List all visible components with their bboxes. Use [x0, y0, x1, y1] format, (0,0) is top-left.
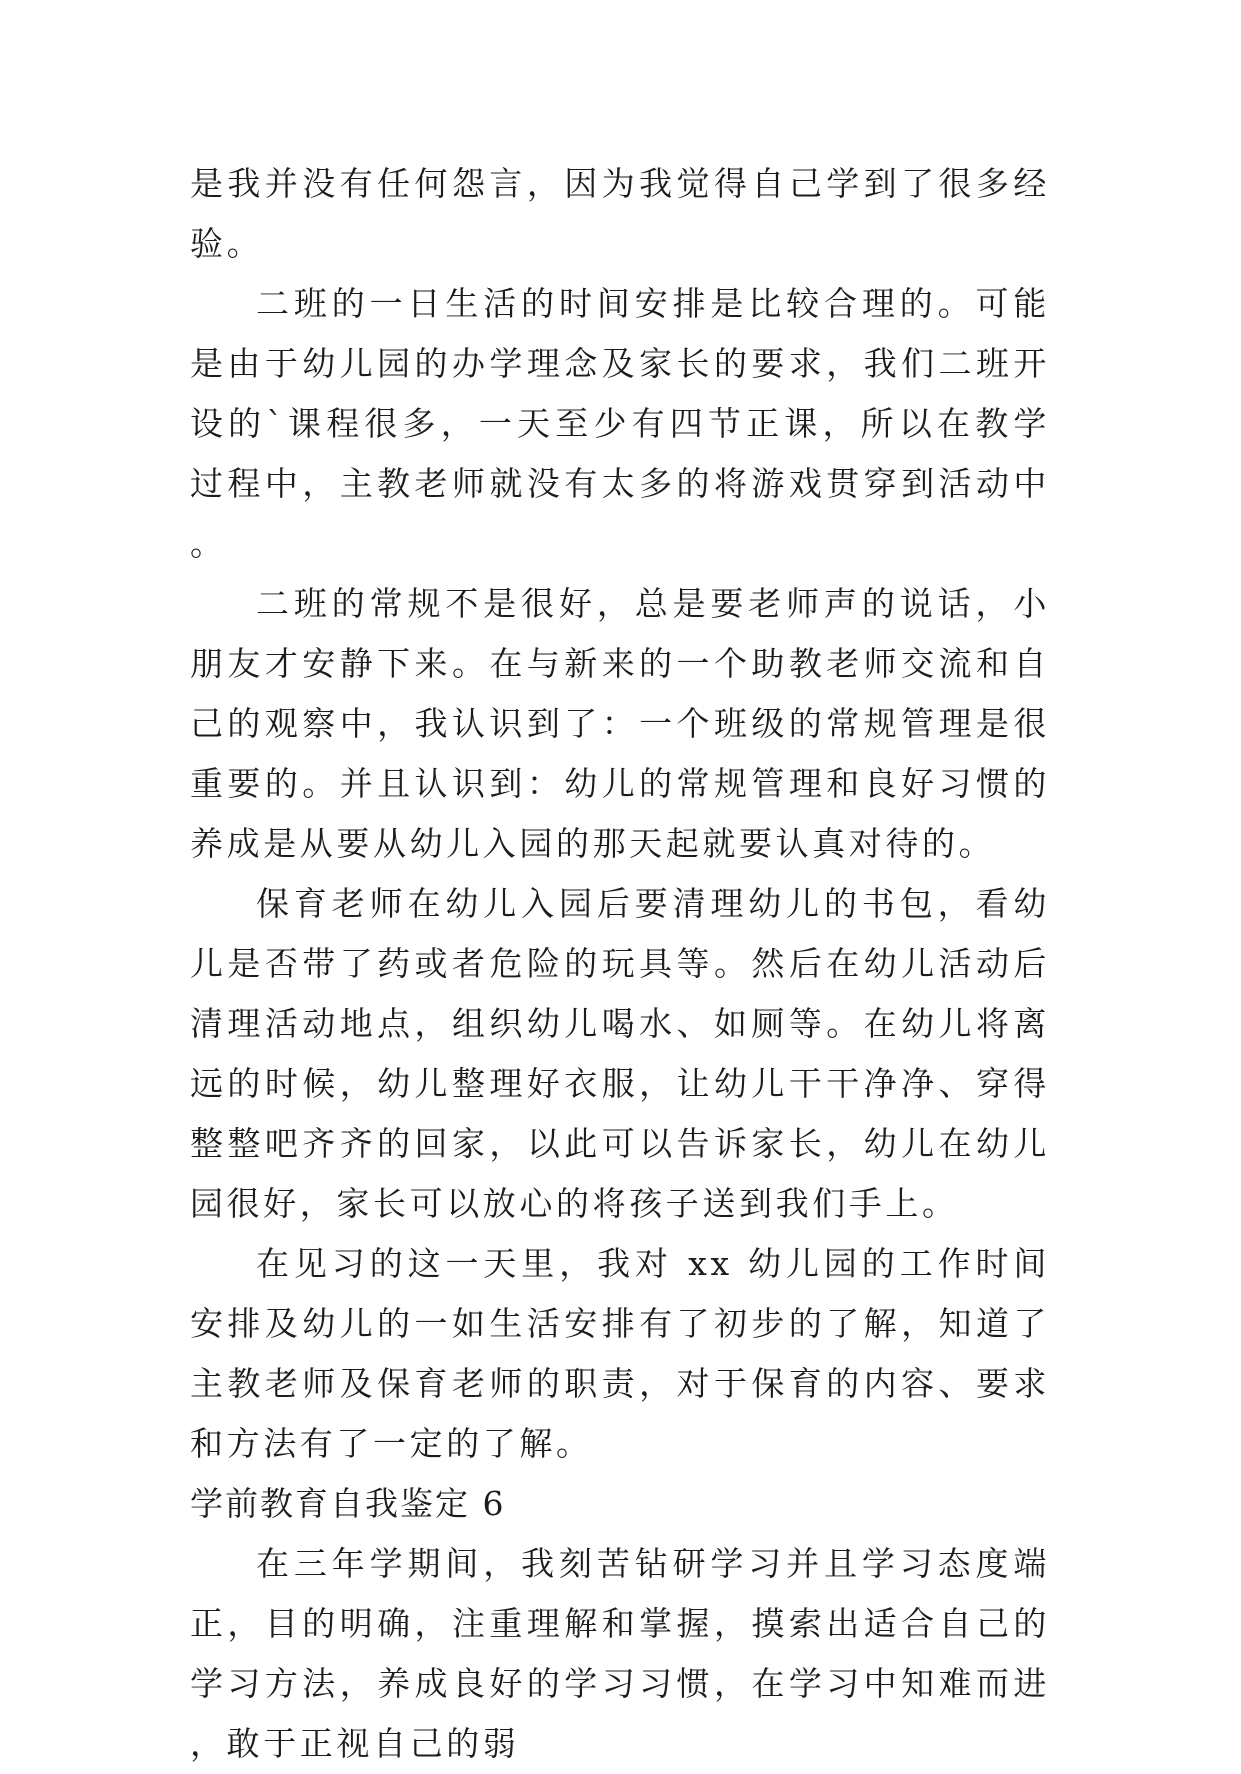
paragraph-care-teacher: 保育老师在幼儿入园后要清理幼儿的书包，看幼儿是否带了药或者危险的玩具等。然后在幼儿活动后清理活动地点，组织幼儿喝水、如厕等。在幼儿将离远的时候，幼儿整理好衣服，让幼儿干干净净、穿得整整吧齐齐的回家，以此可以告诉家长，幼儿在幼儿园很好，家长可以放心的将孩子送到我们手上。 [190, 884, 1050, 1223]
paragraph-daily-schedule: 二班的一日生活的时间安排是比较合理的。可能是由于幼儿园的办学理念及家长的要求，我们二班开设的`课程很多，一天至少有四节正课，所以在教学过程中，主教老师就没有太多的将游戏贯穿到活动中。 [190, 284, 1050, 563]
paragraph-study-attitude: 在三年学期间，我刻苦钻研学习并且学习态度端正，目的明确，注重理解和掌握，摸索出适合自己的学习方法，养成良好的学习习惯，在学习中知难而进，敢于正视自己的弱 [190, 1544, 1050, 1763]
paragraph-continuation: 是我并没有任何怨言，因为我觉得自己学到了很多经验。 [190, 164, 1050, 263]
paragraph-internship-summary: 在见习的这一天里，我对 xx 幼儿园的工作时间安排及幼儿的一如生活安排有了初步的了解，知道了主教老师及保育老师的职责，对于保育的内容、要求和方法有了一定的了解。 [190, 1244, 1050, 1463]
section-heading: 学前教育自我鉴定 6 [190, 1484, 506, 1523]
paragraph-class-routine: 二班的常规不是很好，总是要老师声的说话，小朋友才安静下来。在与新来的一个助教老师交流和自己的观察中，我认识到了：一个班级的常规管理是很重要的。并且认识到：幼儿的常规管理和良好习惯的养成是从要从幼儿入园的那天起就要认真对待的。 [190, 584, 1050, 863]
document-body [190, 154, 1050, 1774]
